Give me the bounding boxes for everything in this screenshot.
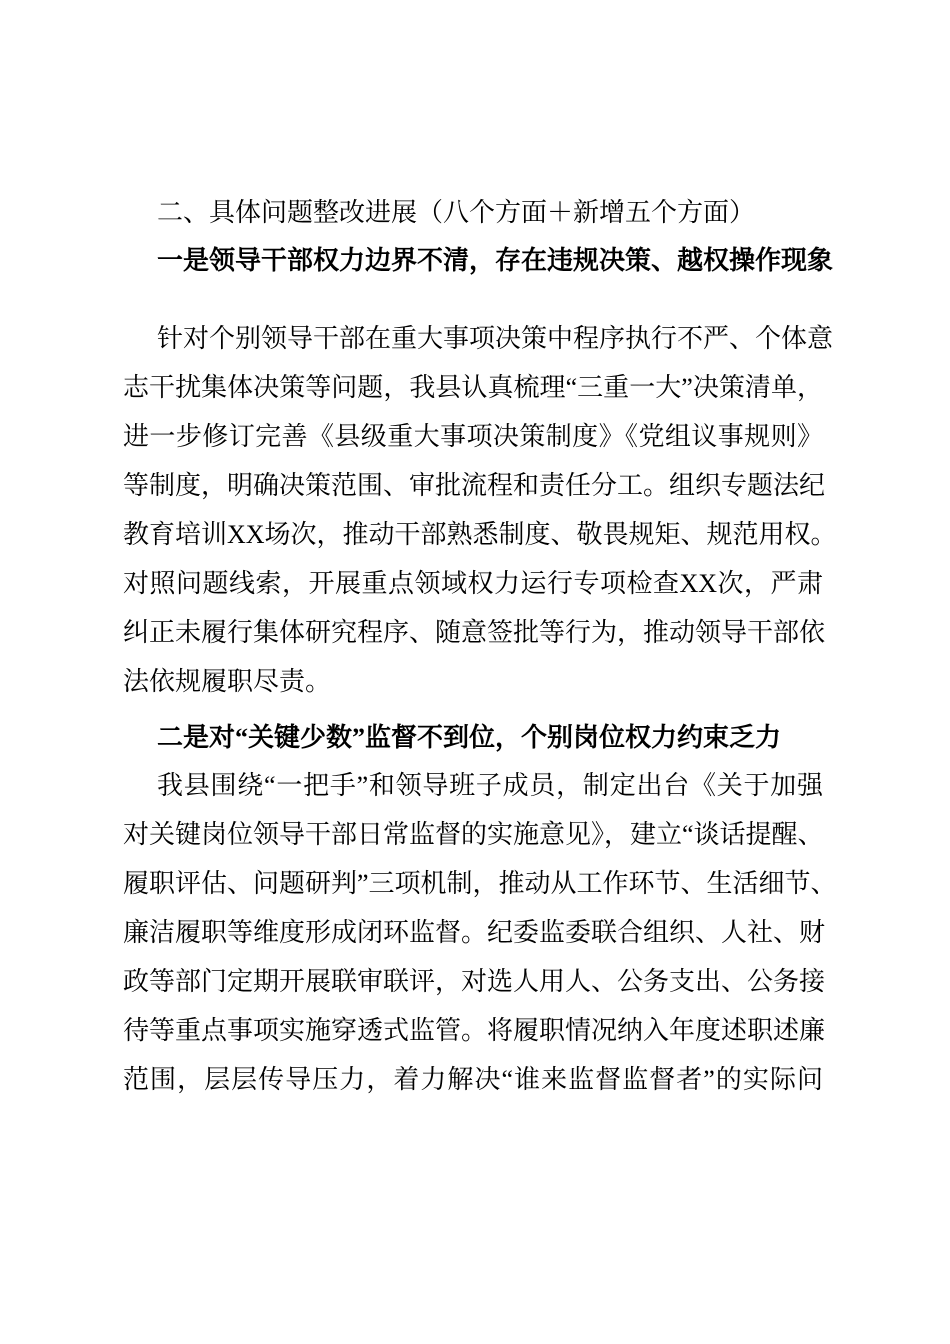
paragraph-line: 对照问题线索，开展重点领域权力运行专项检查XX次，严肃 [123, 569, 823, 598]
item-1-heading: 一是领导干部权力边界不清，存在违规决策、越权操作现象 [157, 246, 834, 275]
paragraph-line: 针对个别领导干部在重大事项决策中程序执行不严、个体意 [157, 324, 834, 353]
section-title [123, 188, 823, 237]
paragraph-line: 纠正未履行集体研究程序、随意签批等行为，推动领导干部依 [123, 618, 826, 647]
paragraph-line: 待等重点事项实施穿透式监管。将履职情况纳入年度述职述廉 [123, 1016, 826, 1045]
paragraph-line: 廉洁履职等维度形成闭环监督。纪委监委联合组织、人社、财 [123, 918, 826, 947]
paragraph-line: 对关键岗位领导干部日常监督的实施意见》，建立“谈话提醒、 [123, 820, 824, 849]
paragraph-line: 进一步修订完善《县级重大事项决策制度》《党组议事规则》 [123, 422, 823, 451]
item-1-body [123, 314, 837, 706]
paragraph-line: 我县围绕“一把手”和领导班子成员，制定出台《关于加强 [157, 771, 823, 800]
item-2 [123, 713, 823, 762]
item-1 [123, 236, 834, 285]
item-2-heading: 二是对“关键少数”监督不到位，个别岗位权力约束乏力 [157, 723, 782, 752]
item-2-body [123, 761, 837, 1104]
paragraph-line: 政等部门定期开展联审联评，对选人用人、公务支出、公务接 [123, 967, 826, 996]
paragraph-line: 法依规履职尽责。 [123, 667, 332, 696]
paragraph-line: 等制度，明确决策范围、审批流程和责任分工。组织专题法纪 [123, 471, 826, 500]
section-title-text: 二、具体问题整改进展（八个方面＋新增五个方面） [157, 198, 756, 227]
paragraph-line: 志干扰集体决策等问题，我县认真梳理“三重一大”决策清单， [123, 373, 823, 402]
paragraph-line: 范围，层层传导压力，着力解决“谁来监督监督者”的实际问 [123, 1065, 823, 1094]
paragraph-line: 履职评估、问题研判”三项机制，推动从工作环节、生活细节、 [123, 869, 837, 898]
paragraph-line: 教育培训XX场次，推动干部熟悉制度、敬畏规矩、规范用权。 [123, 520, 837, 549]
